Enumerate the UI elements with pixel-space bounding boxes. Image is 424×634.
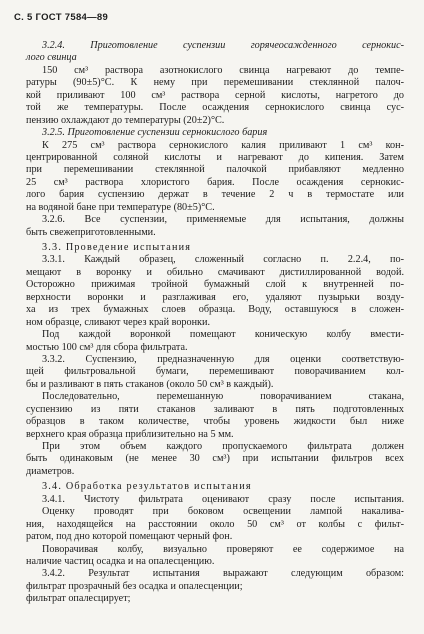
text-line: фильтрат прозрачный без осадка и опалесценции; <box>26 580 243 592</box>
text-line: наличие частиц осадка и на опалесценцию. <box>26 555 215 567</box>
text-line: ха из трех бумажных слоев образца. Воду, оставшуюся в сложен- <box>26 304 404 316</box>
text-line: фильтрат опалесцирует; <box>26 593 131 605</box>
text-line: 3.3. Проведение испытания <box>42 242 192 253</box>
text-line: щей фильтровальной бумаги, перемешивают поворачиванием кол- <box>26 366 404 378</box>
text-line: быть одинаковым (не менее 30 см³) при испытании фильтров всех <box>26 453 404 465</box>
text-line: мещают в воронку и обильно смачивают дистиллированной водой. <box>26 266 404 278</box>
text-line: лого бария суспензию держат в течение 2 ч в термостате или <box>26 189 404 201</box>
text-line: мостью 100 см³ для сбора фильтрата. <box>26 341 188 353</box>
text-line: 3.2.5. Приготовление суспензии сернокислого бария <box>42 127 268 139</box>
text-line: пензию охлаждают до температуры (20±2)°С. <box>26 114 225 126</box>
text-line: при перемешивании стеклянной палочкой прибавляют медленно <box>26 164 404 176</box>
text-line: образцов в таком количестве, чтобы уровень жидкости был ниже <box>26 416 404 428</box>
text-line: лого свинца <box>26 52 77 64</box>
text-line: 3.3.1. Каждый образец, сложенный согласно п. 2.2.4, по- <box>42 254 404 266</box>
page-header: С. 5 ГОСТ 7584—89 <box>14 12 109 23</box>
text-line: той же температуры. После осаждения сернокислого свинца сус- <box>26 102 404 114</box>
text-line: При этом объем каждого пропускаемого фильтрата должен <box>42 441 404 452</box>
text-line: центрированной соляной кислоты и нагревают до кипения. Затем <box>26 151 404 163</box>
text-line: верхнего края образца приблизительно на 5 мм. <box>26 428 234 440</box>
text-line: Оценку проводят при боковом освещении лампой накалива- <box>42 506 404 518</box>
text-line: ратом, под дно которой помещают черный фон. <box>26 531 233 543</box>
text-line: Последовательно, перемешанную поворачиванием стакана, <box>42 391 404 403</box>
text-line: 3.2.4. Приготовление суспензии горячеосажденного сернокис- <box>42 40 404 51</box>
text-line: ратуры (90±5)°С. К нему при перемешивании стеклянной палоч- <box>26 77 404 89</box>
text-line: быть свежеприготовленными. <box>26 226 156 238</box>
text-line: 3.3.2. Суспензию, предназначенную для оценки соответствую- <box>42 353 404 365</box>
text-line: 3.2.6. Все суспензии, применяемые для испытания, должны <box>42 214 404 226</box>
text-line: Поворачивая колбу, визуально проверяют ее содержимое на <box>42 543 404 555</box>
text-line: суспензию из пяти стаканов заливают в пять подготовленных <box>26 403 404 415</box>
text-line: Под каждой воронкой помещают коническую колбу вмести- <box>42 329 404 341</box>
text-line: ния, находящейся на расстоянии около 50 см³ от колбы с фильт- <box>26 518 404 530</box>
text-line: диаметров. <box>26 465 75 477</box>
text-line: 25 см³ раствора хлористого бария. После осаждения сернокис- <box>26 176 404 188</box>
text-line: 3.4.2. Результат испытания выражают следующим образом: <box>42 568 404 580</box>
text-line: К 275 см³ раствора сернокислого калия приливают 1 см³ кон- <box>42 139 404 151</box>
text-line: ном образце, сливают через край воронки. <box>26 316 211 328</box>
text-line: 3.4. Обработка результатов испытания <box>42 481 252 493</box>
document-body <box>26 40 404 606</box>
text-line: бы и разливают в пять стаканов (около 50 см³ в каждый). <box>26 378 274 390</box>
text-line: на водяной бане при температуре (80±5)°С. <box>26 201 215 213</box>
text-line: 3.4.1. Чистоту фильтрата оценивают сразу после испытания. <box>42 493 404 505</box>
text-line: Осторожно прижимая тройной бумажный слой к внутренней по- <box>26 279 404 291</box>
text-line: верхности воронки и разглаживая его, удаляют пузырьки возду- <box>26 291 404 303</box>
text-line: 150 см³ раствора азотнокислого свинца нагревают до темпе- <box>42 64 404 76</box>
text-line: кой приливают 100 см³ раствора серной кислоты, нагретого до <box>26 89 404 101</box>
